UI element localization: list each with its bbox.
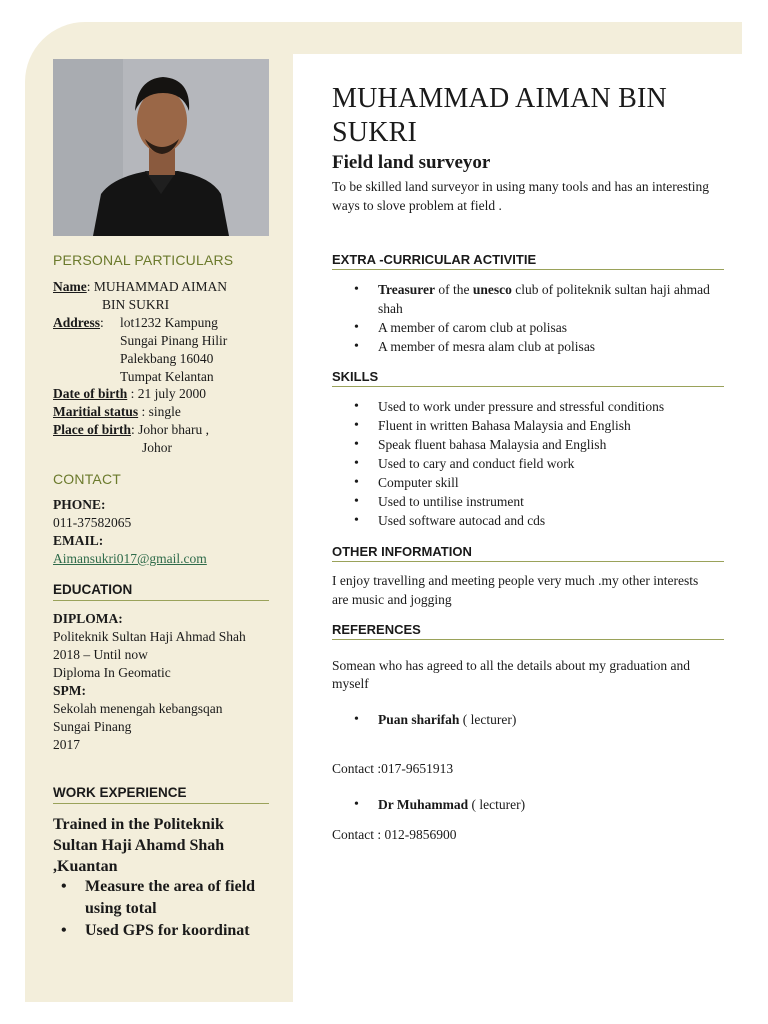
diploma-line: Diploma In Geomatic bbox=[53, 665, 171, 680]
spm-line: 2017 bbox=[53, 737, 80, 752]
reference-role: ( lecturer) bbox=[459, 712, 517, 727]
pob-value-line2: Johor bbox=[142, 440, 172, 455]
email-label: EMAIL: bbox=[53, 533, 104, 548]
profile-photo bbox=[53, 59, 269, 236]
address-label-row: Address: bbox=[53, 315, 104, 330]
skill-item: • Used software autocad and cds bbox=[332, 511, 712, 530]
work-title-line: Sultan Haji Ahamd Shah bbox=[53, 837, 225, 854]
references-heading: REFERENCES bbox=[332, 622, 421, 637]
reference-2 bbox=[332, 795, 712, 814]
work-title bbox=[53, 814, 224, 877]
skill-item: • Used to work under pressure and stressful conditions bbox=[332, 397, 712, 416]
address-label: Address bbox=[53, 315, 101, 330]
diploma-label: DIPLOMA: bbox=[53, 611, 123, 626]
phone-value: 011-37582065 bbox=[53, 515, 132, 530]
address-line: lot1232 Kampung bbox=[120, 315, 218, 330]
skill-item: • Speak fluent bahasa Malaysia and English bbox=[332, 435, 712, 454]
references-rule bbox=[332, 639, 724, 640]
reference-contact: Contact :017-9651913 bbox=[332, 761, 454, 776]
skills-list bbox=[332, 397, 712, 530]
other-rule bbox=[332, 561, 724, 562]
diploma-block bbox=[53, 628, 246, 682]
reference-contact: Contact : 012-9856900 bbox=[332, 827, 457, 842]
dob-row bbox=[53, 385, 206, 403]
references-intro: Somean who has agreed to all the details about my graduation and myself bbox=[332, 658, 691, 691]
extra-rule bbox=[332, 269, 724, 270]
education-rule bbox=[53, 600, 269, 601]
spm-block bbox=[53, 700, 222, 754]
email-link[interactable]: Aimansukri017@gmail.com bbox=[53, 551, 207, 566]
other-text: I enjoy travelling and meeting people very much .my other interests are music and jogging bbox=[332, 573, 699, 607]
extra-item: • A member of carom club at polisas bbox=[332, 318, 712, 337]
pob-row bbox=[53, 421, 209, 439]
dob-label: Date of birth bbox=[53, 386, 128, 401]
personal-heading: PERSONAL PARTICULARS bbox=[53, 252, 234, 268]
work-title-line: ,Kuantan bbox=[53, 858, 118, 875]
other-heading: OTHER INFORMATION bbox=[332, 544, 472, 559]
work-heading: WORK EXPERIENCE bbox=[53, 785, 187, 800]
name-row: Name: MUHAMMAD AIMAN bbox=[53, 279, 228, 294]
phone-label: PHONE: bbox=[53, 497, 106, 512]
address-line: Sungai Pinang Hilir bbox=[120, 333, 228, 348]
diploma-line: Politeknik Sultan Haji Ahmad Shah bbox=[53, 629, 246, 644]
extra-item bbox=[332, 280, 712, 318]
contact-heading: CONTACT bbox=[53, 471, 122, 487]
reference-role: ( lecturer) bbox=[468, 797, 526, 812]
name-label: Name bbox=[53, 279, 87, 294]
diploma-line: 2018 – Until now bbox=[53, 647, 148, 662]
pob-value-line1: : Johor bharu , bbox=[130, 422, 209, 437]
spm-line: Sekolah menengah kebangsqan bbox=[53, 701, 223, 716]
work-item: • Used GPS for koordinat bbox=[53, 920, 278, 942]
address-block bbox=[120, 314, 227, 386]
dob-value: : 21 july 2000 bbox=[130, 386, 207, 401]
work-item: • Measure the area of field using total bbox=[53, 876, 278, 920]
address-line: Tumpat Kelantan bbox=[120, 369, 214, 384]
extra-item: • A member of mesra alam club at polisas bbox=[332, 337, 712, 356]
skill-item: • Computer skill bbox=[332, 473, 712, 492]
extra-org: unesco bbox=[472, 282, 512, 297]
skill-item: • Fluent in written Bahasa Malaysia and English bbox=[332, 416, 712, 435]
extra-role: Treasurer bbox=[378, 282, 435, 297]
education-heading: EDUCATION bbox=[53, 582, 133, 597]
spm-label: SPM: bbox=[53, 683, 86, 698]
work-title-line: Trained in the Politeknik bbox=[53, 816, 224, 833]
skill-item: • Used to cary and conduct field work bbox=[332, 454, 712, 473]
job-title: Field land surveyor bbox=[332, 152, 491, 173]
extra-text: club of politeknik sultan haji ahmad shah bbox=[378, 282, 710, 316]
address-line: Palekbang 16040 bbox=[120, 351, 214, 366]
reference-item bbox=[332, 710, 712, 729]
name-value-line2: BIN SUKRI bbox=[102, 297, 170, 312]
skills-rule bbox=[332, 386, 724, 387]
marital-value: : single bbox=[141, 404, 181, 419]
extra-text: of the bbox=[435, 282, 473, 297]
marital-label: Maritial status bbox=[53, 404, 139, 419]
reference-name: Dr Muhammad bbox=[378, 797, 469, 812]
skill-item: • Used to untilise instrument bbox=[332, 492, 712, 511]
name-value-line1: MUHAMMAD AIMAN bbox=[93, 279, 228, 294]
extra-list bbox=[332, 280, 712, 356]
marital-row bbox=[53, 403, 181, 421]
reference-name: Puan sharifah bbox=[378, 712, 460, 727]
spm-line: Sungai Pinang bbox=[53, 719, 132, 734]
work-list bbox=[53, 876, 278, 942]
reference-item bbox=[332, 795, 712, 814]
candidate-name: MUHAMMAD AIMAN BIN SUKRI bbox=[332, 83, 667, 148]
pob-label: Place of birth bbox=[53, 422, 131, 437]
reference-1 bbox=[332, 710, 712, 729]
skills-heading: SKILLS bbox=[332, 369, 379, 384]
career-summary: To be skilled land surveyor in using many tools and has an interesting ways to slove problem at field . bbox=[332, 179, 709, 213]
extra-heading: EXTRA -CURRICULAR ACTIVITIE bbox=[332, 252, 537, 267]
work-rule bbox=[53, 803, 269, 804]
